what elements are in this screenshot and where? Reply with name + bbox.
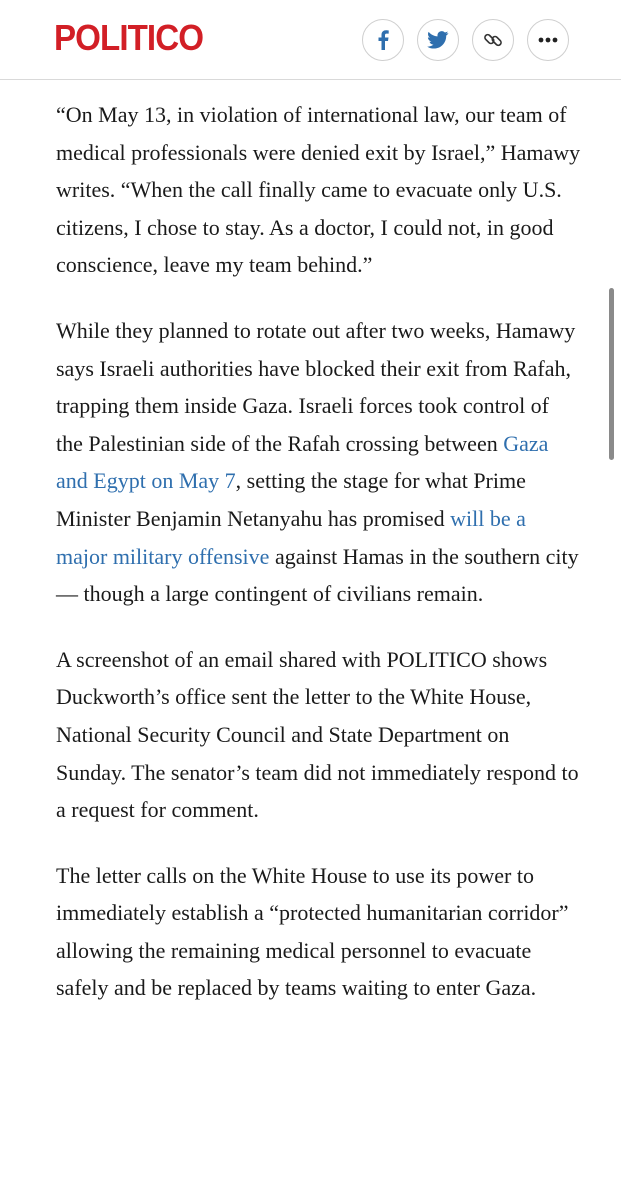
more-icon bbox=[538, 37, 558, 43]
article-paragraph bbox=[56, 96, 581, 284]
more-options-button[interactable] bbox=[527, 19, 569, 61]
facebook-share-button[interactable] bbox=[362, 19, 404, 61]
article-paragraph bbox=[56, 312, 581, 613]
article-body bbox=[56, 96, 581, 1035]
site-header bbox=[0, 0, 621, 80]
paragraph-text: A screenshot of an email shared with POLITICO shows Duckworth’s office sent the letter to the White House, National Security Council and State Department on Sunday. The senator’s team did not immediately respond to a request for comment. bbox=[56, 646, 579, 823]
paragraph-text: , setting the stage for what Prime Minister Benjamin Netanyahu has promised bbox=[56, 468, 526, 531]
paragraph-text: While they planned to rotate out after two weeks, Hamawy says Israeli authorities have blocked their exit from Rafah, trapping them inside Gaza. Israeli forces took control of the Palestinian side of the Rafah crossing between bbox=[56, 317, 576, 456]
copy-link-button[interactable] bbox=[472, 19, 514, 61]
twitter-icon bbox=[427, 31, 449, 49]
scrollbar[interactable] bbox=[609, 288, 614, 460]
gaza-egypt-link[interactable]: Gaza and Egypt on May 7 bbox=[56, 430, 549, 494]
paragraph-text: against Hamas in the southern city — though a large contingent of civilians remain. bbox=[56, 543, 579, 607]
facebook-icon bbox=[376, 30, 390, 50]
politico-logo[interactable]: POLITICO bbox=[54, 17, 204, 58]
link-icon bbox=[482, 29, 504, 51]
twitter-share-button[interactable] bbox=[417, 19, 459, 61]
paragraph-text: The letter calls on the White House to use its power to immediately establish a “protected humanitarian corridor” allowing the remaining medical personnel to evacuate safely and be replaced by teams waiting to enter Gaza. bbox=[56, 862, 569, 1001]
article-paragraph bbox=[56, 641, 581, 829]
military-offensive-link[interactable]: will be a major military offensive bbox=[56, 505, 526, 569]
article-paragraph bbox=[56, 857, 581, 1007]
paragraph-text: “On May 13, in violation of international law, our team of medical professionals were denied exit by Israel,” Hamawy writes. “When the call finally came to evacuate only U.S. citizens, I chose to stay. As a doctor, I could not, in good conscience, leave my team behind.” bbox=[56, 102, 581, 278]
